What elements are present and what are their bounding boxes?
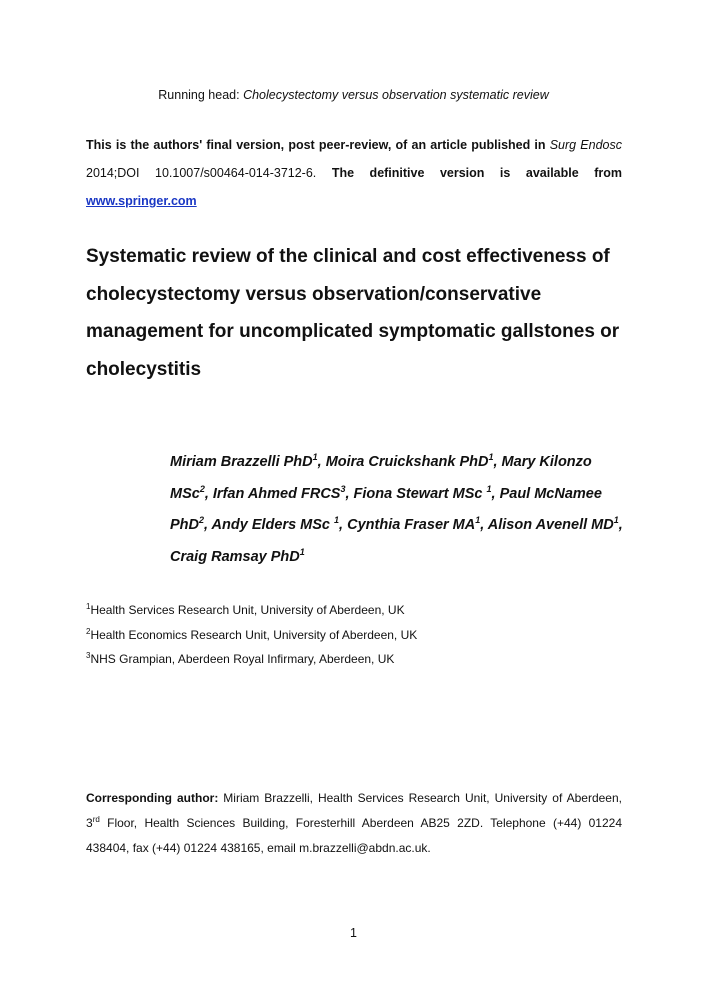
floor-ordinal: rd	[92, 815, 100, 824]
author-separator: ,	[204, 485, 213, 502]
author-affiliation-marker: 1	[299, 546, 305, 557]
author-affiliation-marker: 1	[334, 515, 340, 526]
corresponding-text-before: Miriam Brazzelli, Health Services Research Unit, University of Aberdeen, 3	[86, 791, 622, 830]
author-affiliation-marker: 1	[486, 483, 492, 494]
corresponding-text-after: Floor, Health Sciences Building, Foresterhill Aberdeen AB25 2ZD. Telephone (+44) 01224 438404, fax (+44) 01224 438165, email m.brazzelli@abdn.ac.uk.	[86, 816, 622, 855]
notice-line-2	[86, 159, 622, 187]
affiliation-item	[86, 623, 626, 648]
author-separator: ,	[339, 517, 348, 533]
author-separator: ,	[480, 517, 488, 533]
notice-line-3	[86, 187, 622, 215]
affiliation-item	[86, 647, 626, 672]
page-number: 1	[350, 926, 357, 940]
author-name: Alison Avenell MD	[487, 517, 614, 533]
author-affiliation-marker: 3	[340, 483, 346, 494]
notice-line-1	[86, 131, 622, 159]
notice-availability: The definitive version is available from	[331, 166, 622, 180]
corresponding-author-label: Corresponding author:	[86, 791, 219, 805]
affiliation-item	[86, 598, 626, 623]
author-separator: ,	[204, 517, 212, 533]
author-affiliation-marker: 1	[488, 452, 494, 463]
author-affiliation-marker: 1	[312, 452, 318, 463]
running-head-text: Cholecystectomy versus observation systematic review	[243, 88, 549, 102]
author-name: Andy Elders MSc	[211, 517, 335, 533]
author-name: Cynthia Fraser MA	[347, 517, 476, 533]
affiliation-text: NHS Grampian, Aberdeen Royal Infirmary, Aberdeen, UK	[90, 652, 395, 666]
author-name: Paul McNamee PhD	[170, 485, 602, 533]
author-name: Miriam Brazzelli PhD	[170, 454, 313, 470]
author-name: Mary Kilonzo MSc	[170, 454, 592, 502]
author-list	[170, 447, 630, 573]
notice-citation: 2014;DOI 10.1007/s00464-014-3712-6.	[86, 166, 317, 180]
affiliation-list	[86, 598, 626, 672]
springer-link[interactable]: www.springer.com	[86, 194, 197, 208]
paper-title: Systematic review of the clinical and cost effectiveness of cholecystectomy versus observation/conservative management for uncomplicated symptomatic gallstones or cholecystitis	[86, 246, 620, 380]
author-affiliation-marker: 2	[199, 515, 205, 526]
author-separator: ,	[618, 517, 623, 533]
notice-journal: Surg Endosc	[549, 138, 622, 152]
running-head	[0, 88, 707, 102]
notice-bold-lead: This is the authors' final version, post peer-review, of an article published in	[86, 138, 546, 152]
author-separator: ,	[317, 454, 326, 470]
publication-notice	[86, 131, 622, 215]
running-head-label: Running head:	[158, 88, 244, 102]
affiliation-number: 1	[86, 602, 91, 611]
author-separator: ,	[491, 485, 500, 502]
author-separator: ,	[345, 485, 354, 502]
affiliation-number: 3	[86, 651, 91, 660]
affiliation-number: 2	[86, 626, 91, 636]
author-name: Irfan Ahmed FRCS	[212, 485, 341, 502]
author-separator: ,	[493, 454, 502, 470]
author-affiliation-marker: 1	[613, 515, 619, 526]
author-affiliation-marker: 2	[199, 483, 205, 494]
corresponding-author	[86, 786, 622, 861]
author-name: Fiona Stewart MSc	[353, 485, 487, 502]
affiliation-text: Health Services Research Unit, University of Aberdeen, UK	[90, 603, 405, 617]
author-affiliation-marker: 1	[475, 515, 481, 526]
author-name: Craig Ramsay PhD	[170, 548, 300, 565]
author-name: Moira Cruickshank PhD	[325, 454, 489, 470]
affiliation-text: Health Economics Research Unit, University of Aberdeen, UK	[90, 627, 418, 642]
